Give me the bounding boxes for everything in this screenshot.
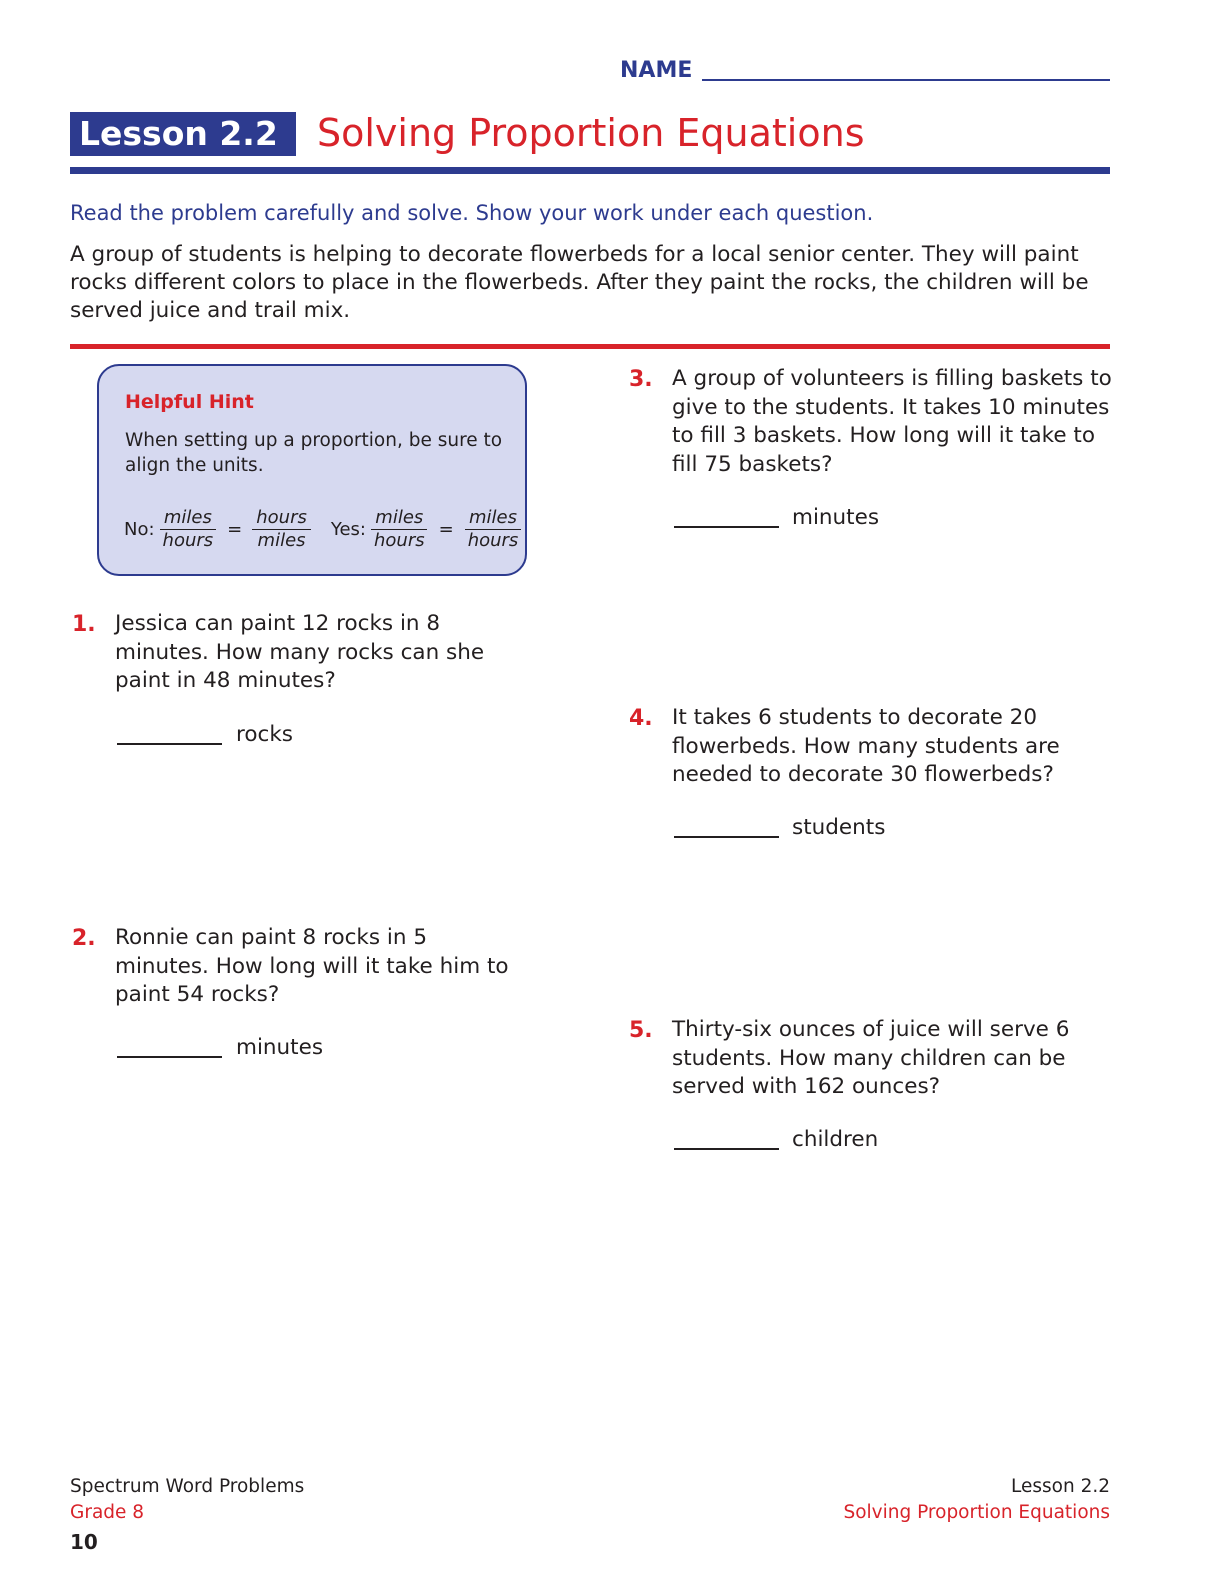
name-field-line[interactable] bbox=[702, 79, 1110, 81]
question-2-unit: minutes bbox=[236, 1035, 324, 1060]
fraction bbox=[464, 507, 523, 552]
question-5-answer-line[interactable] bbox=[674, 1148, 779, 1150]
question-2-answer-line[interactable] bbox=[117, 1056, 222, 1058]
section-divider bbox=[70, 344, 1110, 349]
question-1-number: 1. bbox=[72, 612, 96, 637]
lesson-title: Solving Proportion Equations bbox=[317, 111, 865, 155]
denominator: hours bbox=[467, 529, 519, 551]
numerator: hours bbox=[252, 507, 311, 530]
instructions: Read the problem carefully and solve. Show your work under each question. bbox=[70, 201, 874, 225]
name-label: NAME bbox=[620, 58, 693, 83]
denominator: hours bbox=[162, 529, 214, 551]
denominator: hours bbox=[373, 529, 425, 551]
question-4-unit: students bbox=[792, 815, 886, 840]
yes-label: Yes: bbox=[330, 518, 366, 540]
numerator: miles bbox=[465, 507, 521, 530]
equals-sign: = bbox=[227, 518, 243, 540]
hint-examples bbox=[124, 504, 524, 554]
footer-grade: Grade 8 bbox=[70, 1502, 145, 1523]
question-5-number: 5. bbox=[629, 1018, 653, 1043]
question-2-number: 2. bbox=[72, 926, 96, 951]
denominator: miles bbox=[257, 529, 306, 551]
numerator: miles bbox=[160, 507, 216, 530]
fraction bbox=[370, 507, 429, 552]
question-1-answer-line[interactable] bbox=[117, 743, 222, 745]
page-number: 10 bbox=[70, 1530, 98, 1554]
question-4-number: 4. bbox=[629, 706, 653, 731]
footer-book-title: Spectrum Word Problems bbox=[70, 1476, 305, 1497]
intro-paragraph: A group of students is helping to decorate flowerbeds for a local senior center. They will paint rocks different colors to place in the flowerbeds. After they paint the rocks, the children will be served juice and trail mix. bbox=[70, 242, 1089, 323]
hint-title: Helpful Hint bbox=[125, 391, 254, 413]
no-label: No: bbox=[124, 518, 155, 540]
fraction bbox=[159, 507, 218, 552]
footer-left bbox=[70, 1474, 304, 1526]
hint-text: When setting up a proportion, be sure to align the units. bbox=[125, 430, 503, 476]
footer-lesson-title: Solving Proportion Equations bbox=[843, 1502, 1110, 1523]
lesson-label: Lesson 2.2 bbox=[70, 112, 296, 156]
footer-lesson: Lesson 2.2 bbox=[1011, 1476, 1110, 1497]
question-4-answer-line[interactable] bbox=[674, 836, 779, 838]
question-2-text: Ronnie can paint 8 rocks in 5 minutes. How long will it take him to paint 54 rocks? bbox=[115, 925, 509, 1007]
numerator: miles bbox=[371, 507, 427, 530]
question-3-number: 3. bbox=[629, 367, 653, 392]
question-5-text: Thirty-six ounces of juice will serve 6 students. How many children can be served with 162 ounces? bbox=[672, 1017, 1070, 1099]
fraction bbox=[252, 507, 311, 552]
footer-right bbox=[843, 1474, 1110, 1526]
question-5-unit: children bbox=[792, 1127, 879, 1152]
equals-sign: = bbox=[438, 518, 454, 540]
question-3-text: A group of volunteers is filling baskets to give to the students. It takes 10 minutes to fill 3 baskets. How long will it take to fill 75 baskets? bbox=[672, 366, 1112, 477]
question-1-text: Jessica can paint 12 rocks in 8 minutes. How many rocks can she paint in 48 minutes? bbox=[115, 611, 485, 693]
question-3-answer-line[interactable] bbox=[674, 526, 779, 528]
question-1-unit: rocks bbox=[236, 722, 293, 747]
question-4-text: It takes 6 students to decorate 20 flowerbeds. How many students are needed to decorate 30 flowerbeds? bbox=[672, 705, 1060, 787]
header-divider bbox=[70, 167, 1110, 174]
question-3-unit: minutes bbox=[792, 505, 880, 530]
